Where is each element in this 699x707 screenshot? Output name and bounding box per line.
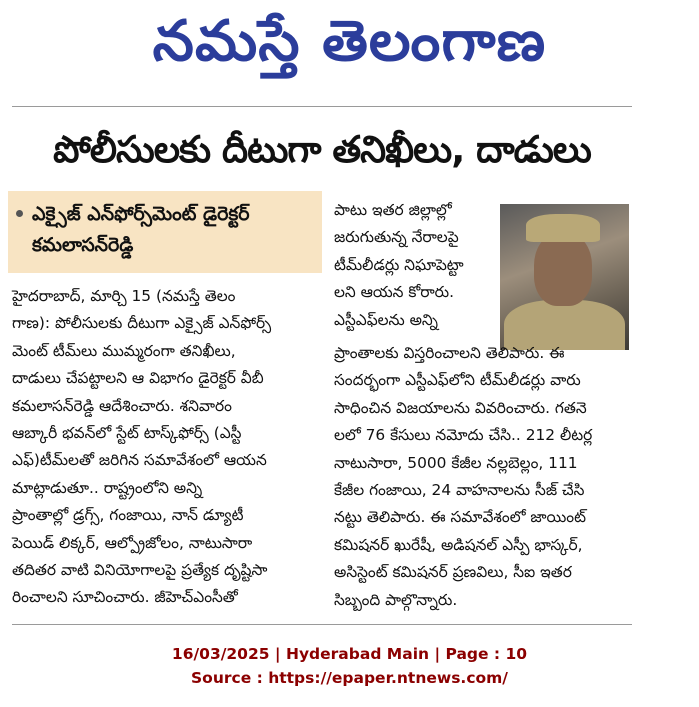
text-line: లని ఆయన కోరారు. xyxy=(334,283,455,302)
text-line: ఎస్టీఎఫ్‌లను అన్ని xyxy=(334,310,438,329)
text-line: సిబ్బంది పాల్గొన్నారు. xyxy=(334,590,458,609)
director-photo xyxy=(500,204,629,350)
text-line: లలో 76 కేసులు నమోదు చేసి.. 212 లీటర్ల xyxy=(334,426,593,445)
text-line: సాధించిన విజయాలను వివరించారు. గతనె xyxy=(334,398,587,417)
text-line: తదితర వాటి వినియోగాలపై ప్రత్యేక దృష్టిసా xyxy=(12,560,268,579)
text-line: పెయిడ్ లిక్కర్, ఆల్ప్రోజోలం, నాటుసారా xyxy=(12,533,253,552)
text-line: టీమ్‌లీడర్లు నిఘాపెట్టా xyxy=(334,255,464,274)
text-line: కమిషనర్ ఖురేషీ, అడిషనల్ ఎస్పీ భాస్కర్, xyxy=(334,535,583,554)
text-line: అసిస్టెంట్ కమిషనర్ ప్రణవిలు, సీఐ ఇతర xyxy=(334,563,572,582)
text-line: నాటుసారా, 5000 కేజీల నల్లబెల్లం, 111 xyxy=(334,453,578,472)
text-line: మెంట్ టీమ్‌లు ముమ్మరంగా తనిఖీలు, xyxy=(12,341,236,360)
text-line: కేజీల గంజాయి, 24 వాహనాలను సీజ్ చేసి xyxy=(334,480,585,499)
text-line: గాణ): పోలీసులకు దీటుగా ఎక్సైజ్ ఎన్‌ఫోర్స్ xyxy=(12,314,272,333)
highlight-text xyxy=(32,199,320,261)
bullet-icon xyxy=(16,210,23,217)
text-line: హైదరాబాద్, మార్చి 15 (నమస్తే తెలం xyxy=(12,287,236,305)
text-line: పాటు ఇతర జిల్లాల్లో xyxy=(334,201,452,219)
right-column-top xyxy=(334,197,464,334)
text-line: జరుగుతున్న నేరాలపై xyxy=(334,228,459,247)
text-line: ఎఫ్)టీమ్‌లతో జరిగిన సమావేశంలో ఆయన xyxy=(12,451,267,470)
right-column-bottom xyxy=(334,340,592,614)
text-line: సందర్భంగా ఎస్టీఎఫ్‌లోని టీమ్‌లీడర్లు వారు xyxy=(334,371,581,390)
highlight-line: ఎక్సైజ్ ఎన్‌ఫోర్స్‌మెంట్ డైరెక్టర్ xyxy=(32,203,250,225)
left-column xyxy=(12,283,271,612)
text-line: నట్టు తెలిపారు. ఈ సమావేశంలో జాయింట్ xyxy=(334,508,586,527)
text-line: కమలాసన్‌రెడ్డి ఆదేశించారు. శనివారం xyxy=(12,396,232,415)
text-line: ప్రాంతాలకు విస్తరించాలని తెలిపారు. ఈ xyxy=(334,344,565,362)
masthead-title: నమస్తే తెలంగాణ xyxy=(152,8,547,74)
text-line: ఆబ్కారీ భవన్‌లో స్టేట్ టాస్క్‌ఫోర్స్ (ఎస్టీ xyxy=(12,423,242,442)
text-line: రించాలని సూచించారు. జీహెచ్ఎంసీతో xyxy=(12,588,238,607)
highlight-line: కమలాసన్‌రెడ్డి xyxy=(32,234,134,256)
headline-text: పోలీసులకు దీటుగా తనిఖీలు, దాడులు xyxy=(53,128,591,171)
bottom-divider xyxy=(12,624,632,625)
article-headline xyxy=(12,122,632,186)
text-line: ప్రాంతాల్లో డ్రగ్స్, గంజాయి, నాన్ డ్యూటీ xyxy=(12,506,244,525)
masthead-logo xyxy=(0,4,699,92)
text-line: దాడులు చేపట్టాలని ఆ విభాగం డైరెక్టర్ వీబీ xyxy=(12,369,264,388)
footer-date-line: 16/03/2025 | Hyderabad Main | Page : 10 xyxy=(171,645,528,663)
footer-source-line: Source : https://epaper.ntnews.com/ xyxy=(191,669,508,687)
text-line: మాట్లాడుతూ.. రాష్ట్రంలోని అన్ని xyxy=(12,478,203,497)
top-divider xyxy=(12,106,632,107)
